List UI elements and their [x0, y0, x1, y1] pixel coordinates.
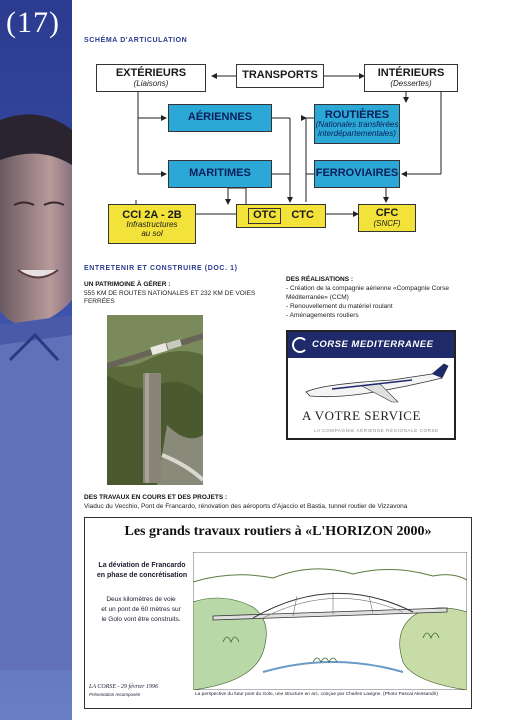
sketch-caption: La perspective du futur pont du Golo, une structure en arc, conçue par Charles Lavigne. (Photo Pascal Alessandri) — [195, 692, 438, 697]
ad-brand: CORSE MEDITERRANEE — [312, 339, 434, 350]
patrimoine-heading: UN PATRIMOINE À GÉRER : — [84, 281, 171, 288]
ad-banner — [288, 332, 454, 358]
node-otc-ctc — [236, 204, 326, 228]
entretenir-title: ENTRETENIR ET CONSTRUIRE (DOC. 1) — [84, 265, 238, 272]
newspaper-subhead-1: La déviation de Francardo — [98, 562, 186, 569]
airplane-icon — [302, 362, 452, 406]
portrait-photo — [0, 110, 72, 670]
ccm-advertisement — [286, 330, 456, 440]
viaduct-photo — [107, 315, 203, 485]
node-cfc: CFC (SNCF) — [358, 204, 416, 232]
newspaper-clipping — [84, 517, 472, 709]
realisations-item-2: Méditerranée» (CCM) — [286, 294, 349, 301]
patrimoine-text: 555 KM DE ROUTES NATIONALES ET 232 KM DE VOIES FERRÉES — [84, 290, 256, 306]
node-aeriennes: AÉRIENNES — [168, 104, 272, 132]
ad-tagline: LA COMPAGNIE AÉRIENNE RÉGIONALE CORSE — [314, 428, 439, 433]
node-exterieurs: EXTÉRIEURS (Liaisons) — [96, 64, 206, 92]
newspaper-body-2: et un pont de 60 mètres sur — [101, 606, 181, 613]
schema-title: SCHÉMA D'ARTICULATION — [84, 37, 188, 44]
ctc-label: CTC — [291, 209, 314, 222]
newspaper-headline: Les grands travaux routiers à «L'HORIZON 2000» — [124, 524, 432, 539]
travaux-heading: DES TRAVAUX EN COURS ET DES PROJETS : — [84, 494, 228, 501]
newspaper-body-1: Deux kilomètres de voie — [106, 596, 176, 603]
ad-logo-icon — [292, 337, 308, 353]
node-maritimes: MARITIMES — [168, 160, 272, 188]
ad-slogan: A VOTRE SERVICE — [302, 408, 421, 423]
realisations-item-3: - Renouvellement du matériel roulant — [286, 303, 393, 310]
newspaper-source: LA CORSE - 29 février 1996 — [89, 684, 159, 690]
schema-diagram — [96, 52, 486, 252]
travaux-text: Viaduc du Vecchio, Pont de Francardo, rénovation des aéroports d'Ajaccio et Bastia, tunnel routier de Vizzavona — [84, 503, 408, 510]
realisations-heading: DES RÉALISATIONS : — [286, 276, 354, 283]
newspaper-body-3: le Golo vont être construits. — [101, 616, 181, 623]
sidebar-band — [0, 0, 72, 720]
otc-label: OTC — [248, 208, 281, 224]
newspaper-subhead-2: en phase de concrétisation — [96, 572, 188, 579]
bridge-sketch — [193, 552, 467, 690]
newspaper-source-note: Présentation recomposée — [89, 692, 141, 697]
node-routieres: ROUTIÈRES (Nationales transférées interdépartementales) — [314, 104, 400, 144]
node-cci: CCI 2A - 2B Infrastructures au sol — [108, 204, 196, 244]
node-transports: TRANSPORTS — [236, 64, 324, 88]
realisations-item-1: - Création de la compagnie aérienne «Compagnie Corse — [286, 285, 449, 292]
realisations-item-4: - Aménagements routiers — [286, 312, 359, 319]
page-number: (17) — [6, 6, 60, 39]
node-interieurs: INTÉRIEURS (Dessertes) — [364, 64, 458, 92]
node-ferroviaires: FERROVIAIRES — [314, 160, 400, 188]
